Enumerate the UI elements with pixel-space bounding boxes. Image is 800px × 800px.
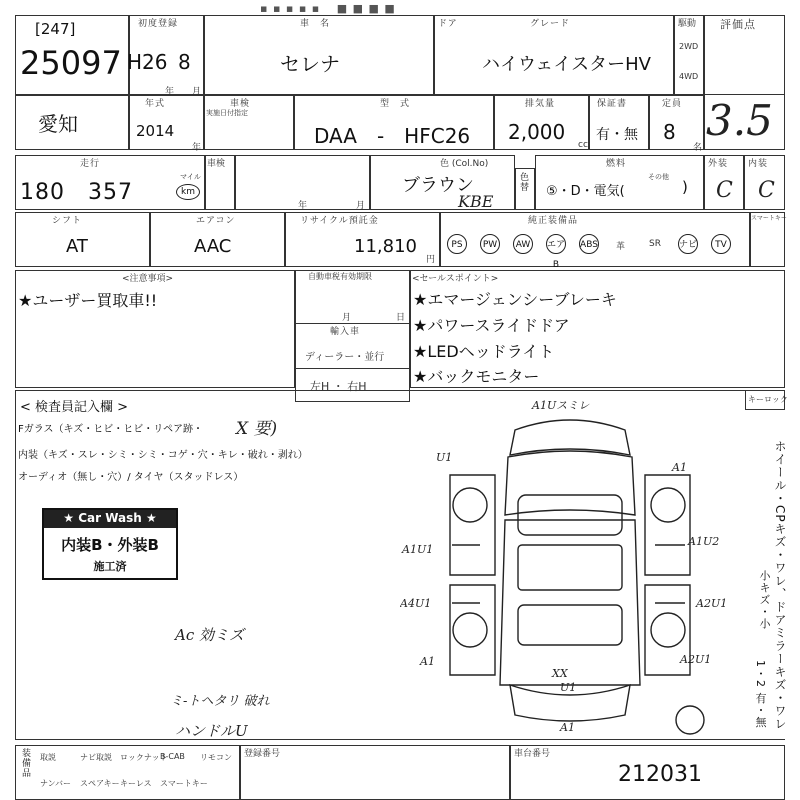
steering-label: 左H ・ 右H: [310, 380, 367, 393]
side-marks: 1・2 有・無: [754, 660, 767, 729]
fuel-label: 燃料: [606, 159, 627, 169]
color: ブラウン: [402, 175, 474, 196]
equip-item-footer-row2-3: スマートキー: [160, 779, 208, 788]
equipment-8: TV: [711, 234, 731, 254]
sales-point-4: ★バックモニター: [413, 367, 540, 386]
capacity-unit: 名: [693, 143, 704, 153]
equip-item-footer-row1-3: B-CAB: [160, 752, 185, 761]
lot-number: 25097: [20, 44, 122, 82]
recycle-unit: 円: [426, 255, 437, 265]
lot-label: [247]: [35, 20, 76, 38]
fuel-other: その他: [648, 173, 669, 181]
interior-grade: C: [758, 178, 775, 203]
grade-label: グレード: [530, 19, 571, 29]
tax-deadline-label: 自動車税有効期限: [308, 272, 372, 281]
color-label: 色 (Col.No): [440, 159, 489, 169]
diagram-mark-xx: XX: [552, 667, 568, 680]
note-handle: ハンドルU: [175, 722, 248, 740]
diagram-mark-a1-front: A1: [672, 461, 687, 474]
equip-items-label: 装備品: [20, 748, 30, 778]
shift-label: シフト: [52, 216, 83, 226]
side-notes: ホイール・CPキズ・ワレ、ドアミラーキズ・ワレ: [773, 440, 787, 731]
mileage-unit-km: km: [176, 184, 200, 200]
inspector-line1: Fガラス（キズ・ヒビ・ヒビ・リペア跡・: [18, 424, 204, 435]
interior-label: 内装: [748, 159, 769, 169]
inspector-line1-mark: X 要): [236, 419, 278, 439]
door-label: ドア: [438, 19, 458, 29]
shaken-label: 車検: [207, 159, 226, 169]
tax-day-unit: 日: [396, 313, 407, 323]
sales-point-3: ★LEDヘッドライト: [413, 342, 555, 361]
equip-item-footer-row2-0: ナンバー: [40, 779, 72, 788]
diagram-mark-u1: U1: [436, 451, 453, 464]
car-wash-title: ★ Car Wash ★: [63, 511, 157, 525]
car-diagram: [400, 395, 740, 740]
model-year-unit: 年: [192, 143, 203, 153]
note-ac: Ac 効ミズ: [175, 626, 245, 644]
model-year: 2014: [136, 122, 175, 140]
car-wash-badge: [42, 508, 178, 580]
equipment-5: 革: [616, 242, 626, 252]
shift: AT: [66, 236, 88, 257]
warranty: 有・無: [596, 127, 638, 143]
equip-item-footer-row1-1: ナビ取説: [80, 753, 112, 762]
car-wash-sub: 施工済: [93, 560, 127, 573]
caution-label: <注意事項>: [122, 274, 174, 284]
inspector-line2: 内装（キズ・スレ・シミ・シミ・コゲ・穴・キレ・破れ・剥れ）: [18, 450, 308, 461]
diagram-mark-u1-rear: U1: [560, 681, 577, 694]
first-reg-label: 初度登録: [138, 19, 179, 29]
model-type: DAA - HFC26: [314, 124, 471, 148]
diagram-top-label: A1Uスミレ: [532, 399, 590, 412]
model-year-label: 年式: [145, 99, 166, 109]
shaken-year-unit: 年: [298, 201, 309, 211]
capacity-label: 定員: [662, 99, 683, 109]
diagram-mark-a4u1: A4U1: [400, 597, 432, 610]
mileage-label: 走行: [80, 159, 101, 169]
model-name: セレナ: [280, 52, 340, 76]
rating-label: 評価点: [720, 18, 756, 31]
equip-item-footer-row1-0: 取説: [40, 753, 56, 762]
diagram-mark-a2u1-a: A2U1: [696, 597, 728, 610]
sales-point-1: ★エマージェンシーブレーキ: [413, 290, 617, 309]
displacement-unit: cc: [578, 140, 588, 150]
dealer-label: ディーラー・並行: [305, 352, 385, 363]
displacement: 2,000: [508, 120, 566, 144]
color-change-label: 色替: [518, 172, 528, 192]
diagram-mark-a1u1: A1U1: [402, 543, 434, 556]
registration-label: 車検: [230, 99, 251, 109]
rating-value: 3.5: [706, 96, 773, 145]
header-strip: ▪ ▪ ▪ ▪ ▪ ■ ■ ■ ■: [260, 2, 396, 15]
equipment-label: 純正装備品: [528, 216, 579, 226]
drive-label: 駆動: [678, 19, 697, 29]
capacity: 8: [663, 120, 676, 144]
grade: ハイウェイスターHV: [482, 54, 651, 75]
ac-label: エアコン: [196, 216, 236, 226]
equipment-6: SR: [649, 239, 661, 249]
equipment-3: エアB: [546, 234, 566, 254]
sales-label: <セールスポイント>: [412, 274, 499, 284]
color-code: KBE: [458, 192, 494, 211]
car-wash-main: 内装B・外装B: [61, 536, 159, 554]
steering-divider: [295, 368, 410, 369]
mileage-unit-mile: マイル: [180, 173, 201, 181]
import-label: 輸入車: [330, 327, 361, 337]
diagram-mark-a1-rear: A1: [420, 655, 435, 668]
displacement-label: 排気量: [525, 99, 556, 109]
chassis-label: 車台番号: [514, 749, 551, 759]
equipment-1: PW: [480, 234, 500, 254]
equip-item-footer-row1-4: リモコン: [200, 753, 232, 762]
first-reg-year: H26: [127, 50, 168, 74]
registration-sub: 実施日付指定: [206, 109, 248, 117]
model-name-label: 車 名: [300, 19, 331, 29]
equipment-2: AW: [513, 234, 533, 254]
status-label: スマートキー: [751, 215, 787, 222]
equip-item-footer-row2-2: キーレス: [120, 779, 152, 788]
mileage: 180 357: [20, 180, 133, 205]
drive-4wd: 4WD: [679, 72, 699, 81]
key-lock-label: キーロック: [748, 395, 788, 404]
recycle-label: リサイクル預託金: [300, 216, 379, 226]
equip-item-footer-row2-1: スペアキー: [80, 779, 120, 788]
model-type-label: 型 式: [380, 99, 411, 109]
first-reg-year-unit: 年: [165, 87, 176, 97]
equip-item-footer-row1-2: ロックナット: [120, 753, 168, 762]
warranty-label: 保証書: [597, 99, 628, 109]
reg-number-label: 登録番号: [244, 749, 281, 759]
first-reg-month-unit: 月: [192, 87, 203, 97]
shaken-month-unit: 月: [356, 201, 367, 211]
tax-month-unit: 月: [342, 313, 353, 323]
equipment-7: ナビ: [678, 234, 698, 254]
fuel-close: ): [682, 178, 688, 196]
equipment-4: ABS: [579, 234, 599, 254]
reg-number-cell: [240, 745, 510, 800]
diagram-mark-a2u1-b: A2U1: [680, 653, 712, 666]
first-reg-month: 8: [178, 50, 191, 74]
diagram-mark-a1u2: A1U2: [688, 535, 720, 548]
recycle: 11,810: [354, 236, 417, 257]
chassis-number: 212031: [618, 762, 702, 787]
region: 愛知: [38, 112, 78, 136]
drive-2wd: 2WD: [679, 42, 699, 51]
sales-point-2: ★パワースライドドア: [413, 316, 570, 335]
equipment-0: PS: [447, 234, 467, 254]
exterior-grade: C: [716, 178, 733, 203]
exterior-label: 外装: [708, 159, 729, 169]
fuel-options: ⑤・D・電気(: [546, 184, 625, 199]
note-seat: ミ-トヘタリ 破れ: [170, 694, 270, 709]
inspector-title: < 検査員記入欄 >: [20, 400, 129, 415]
ac: AAC: [194, 236, 232, 257]
side-small: 小キズ・小: [758, 570, 771, 630]
inspector-line3: オーディオ（無し・穴）/ タイヤ（スタッドレス）: [18, 472, 244, 483]
diagram-mark-a1-bottom: A1: [560, 721, 575, 734]
caution-text: ★ユーザー買取車!!: [18, 291, 158, 310]
